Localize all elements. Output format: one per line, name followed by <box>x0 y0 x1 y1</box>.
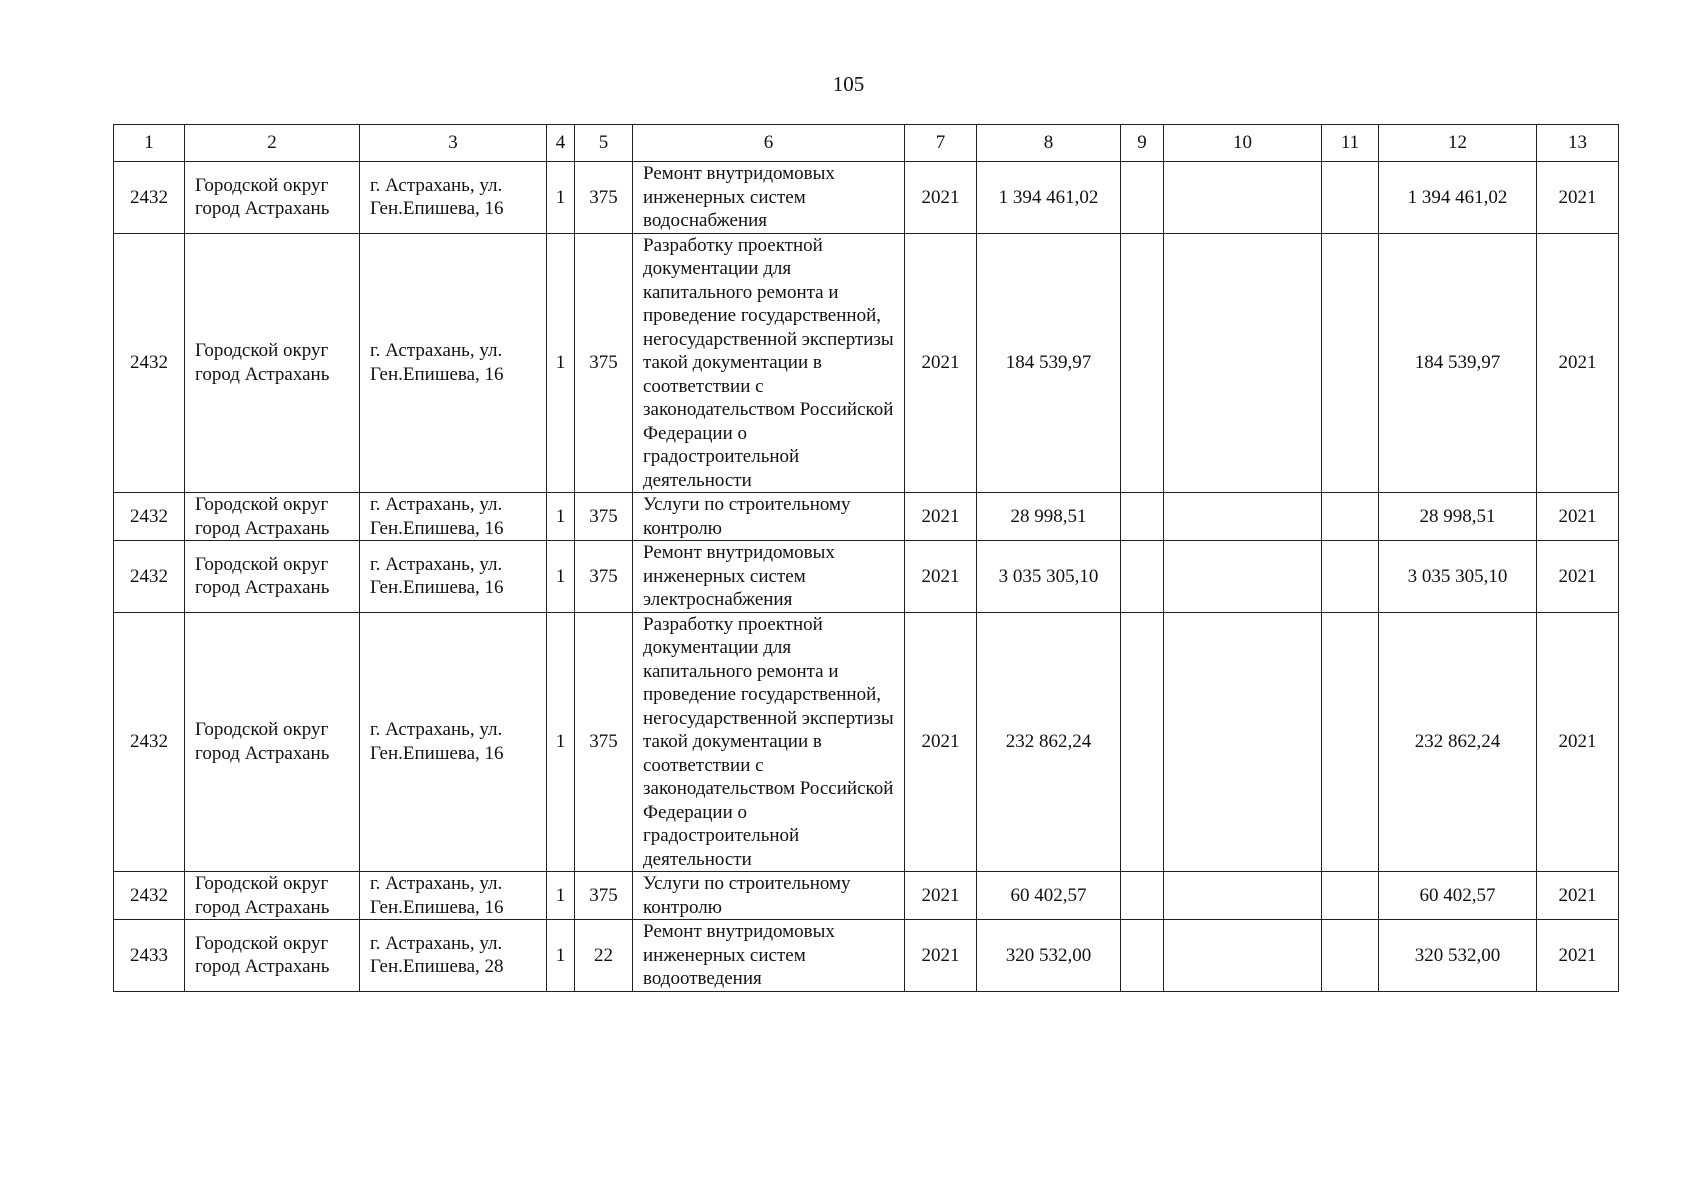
cell-work-type: Услуги по строительному контролю <box>633 872 905 920</box>
cell-col-4: 1 <box>547 872 575 920</box>
cell-col-10 <box>1164 162 1322 234</box>
cell-col-10 <box>1164 612 1322 872</box>
cell-address: г. Астрахань, ул. Ген.Епишева, 16 <box>360 872 547 920</box>
cell-year-end: 2021 <box>1537 162 1619 234</box>
column-header: 7 <box>905 125 977 162</box>
column-header: 9 <box>1121 125 1164 162</box>
cell-total-cost: 28 998,51 <box>977 493 1121 541</box>
cell-year: 2021 <box>905 493 977 541</box>
cell-work-type: Ремонт внутридомовых инженерных систем водоотведения <box>633 920 905 992</box>
cell-amount: 28 998,51 <box>1379 493 1537 541</box>
cell-col-9 <box>1121 920 1164 992</box>
cell-amount: 232 862,24 <box>1379 612 1537 872</box>
cell-col-5: 375 <box>575 493 633 541</box>
cell-total-cost: 184 539,97 <box>977 233 1121 493</box>
column-header: 2 <box>185 125 360 162</box>
cell-col-5: 375 <box>575 233 633 493</box>
cell-col-11 <box>1322 612 1379 872</box>
cell-year-end: 2021 <box>1537 541 1619 613</box>
column-header: 12 <box>1379 125 1537 162</box>
column-header: 1 <box>114 125 185 162</box>
cell-year: 2021 <box>905 920 977 992</box>
cell-work-type: Разработку проектной документации для капитального ремонта и проведение государственной, негосударственной экспертизы такой документации в соответствии с законодательством Российской Федерации о градостроительной деятельности <box>633 233 905 493</box>
table-row <box>114 920 1619 992</box>
cell-municipality: Городской округ город Астрахань <box>185 162 360 234</box>
cell-record-number: 2433 <box>114 920 185 992</box>
cell-record-number: 2432 <box>114 162 185 234</box>
cell-amount: 60 402,57 <box>1379 872 1537 920</box>
cell-col-5: 375 <box>575 872 633 920</box>
cell-col-4: 1 <box>547 612 575 872</box>
column-header: 10 <box>1164 125 1322 162</box>
cell-year-end: 2021 <box>1537 872 1619 920</box>
cell-address: г. Астрахань, ул. Ген.Епишева, 16 <box>360 541 547 613</box>
cell-col-9 <box>1121 541 1164 613</box>
table-body <box>114 162 1619 992</box>
cell-col-9 <box>1121 493 1164 541</box>
table-row <box>114 612 1619 872</box>
column-header: 13 <box>1537 125 1619 162</box>
cell-municipality: Городской округ город Астрахань <box>185 920 360 992</box>
cell-amount: 184 539,97 <box>1379 233 1537 493</box>
cell-address: г. Астрахань, ул. Ген.Епишева, 16 <box>360 233 547 493</box>
cell-record-number: 2432 <box>114 233 185 493</box>
cell-col-9 <box>1121 233 1164 493</box>
cell-address: г. Астрахань, ул. Ген.Епишева, 16 <box>360 612 547 872</box>
cell-year-end: 2021 <box>1537 612 1619 872</box>
registry-table <box>113 124 1619 992</box>
cell-year: 2021 <box>905 233 977 493</box>
column-header: 11 <box>1322 125 1379 162</box>
cell-year: 2021 <box>905 541 977 613</box>
cell-col-9 <box>1121 612 1164 872</box>
cell-work-type: Ремонт внутридомовых инженерных систем водоснабжения <box>633 162 905 234</box>
cell-col-11 <box>1322 920 1379 992</box>
table-row <box>114 541 1619 613</box>
cell-amount: 3 035 305,10 <box>1379 541 1537 613</box>
cell-year: 2021 <box>905 162 977 234</box>
cell-col-9 <box>1121 162 1164 234</box>
cell-year: 2021 <box>905 612 977 872</box>
cell-col-11 <box>1322 541 1379 613</box>
cell-year-end: 2021 <box>1537 920 1619 992</box>
table-row <box>114 233 1619 493</box>
cell-municipality: Городской округ город Астрахань <box>185 612 360 872</box>
header-row <box>114 125 1619 162</box>
cell-col-5: 375 <box>575 541 633 613</box>
cell-col-4: 1 <box>547 162 575 234</box>
cell-record-number: 2432 <box>114 541 185 613</box>
table-row <box>114 162 1619 234</box>
table-row <box>114 493 1619 541</box>
cell-col-11 <box>1322 233 1379 493</box>
cell-col-5: 375 <box>575 162 633 234</box>
column-header: 6 <box>633 125 905 162</box>
column-header: 4 <box>547 125 575 162</box>
cell-col-11 <box>1322 493 1379 541</box>
cell-total-cost: 320 532,00 <box>977 920 1121 992</box>
cell-record-number: 2432 <box>114 872 185 920</box>
cell-col-4: 1 <box>547 920 575 992</box>
cell-address: г. Астрахань, ул. Ген.Епишева, 28 <box>360 920 547 992</box>
cell-total-cost: 232 862,24 <box>977 612 1121 872</box>
cell-total-cost: 60 402,57 <box>977 872 1121 920</box>
cell-col-11 <box>1322 162 1379 234</box>
cell-year-end: 2021 <box>1537 233 1619 493</box>
cell-col-4: 1 <box>547 233 575 493</box>
cell-year-end: 2021 <box>1537 493 1619 541</box>
cell-record-number: 2432 <box>114 612 185 872</box>
cell-municipality: Городской округ город Астрахань <box>185 493 360 541</box>
cell-record-number: 2432 <box>114 493 185 541</box>
cell-amount: 1 394 461,02 <box>1379 162 1537 234</box>
cell-total-cost: 3 035 305,10 <box>977 541 1121 613</box>
cell-col-11 <box>1322 872 1379 920</box>
cell-work-type: Услуги по строительному контролю <box>633 493 905 541</box>
cell-total-cost: 1 394 461,02 <box>977 162 1121 234</box>
cell-municipality: Городской округ город Астрахань <box>185 872 360 920</box>
cell-col-10 <box>1164 872 1322 920</box>
cell-amount: 320 532,00 <box>1379 920 1537 992</box>
column-header: 5 <box>575 125 633 162</box>
cell-address: г. Астрахань, ул. Ген.Епишева, 16 <box>360 493 547 541</box>
cell-col-10 <box>1164 920 1322 992</box>
table-header <box>114 125 1619 162</box>
cell-col-5: 22 <box>575 920 633 992</box>
column-header: 8 <box>977 125 1121 162</box>
cell-work-type: Ремонт внутридомовых инженерных систем электроснабжения <box>633 541 905 613</box>
cell-municipality: Городской округ город Астрахань <box>185 541 360 613</box>
cell-work-type: Разработку проектной документации для капитального ремонта и проведение государственной, негосударственной экспертизы такой документации в соответствии с законодательством Российской Федерации о градостроительной деятельности <box>633 612 905 872</box>
table-row <box>114 872 1619 920</box>
cell-col-5: 375 <box>575 612 633 872</box>
cell-col-10 <box>1164 493 1322 541</box>
cell-col-4: 1 <box>547 493 575 541</box>
column-header: 3 <box>360 125 547 162</box>
cell-address: г. Астрахань, ул. Ген.Епишева, 16 <box>360 162 547 234</box>
cell-municipality: Городской округ город Астрахань <box>185 233 360 493</box>
cell-col-9 <box>1121 872 1164 920</box>
cell-year: 2021 <box>905 872 977 920</box>
cell-col-10 <box>1164 541 1322 613</box>
cell-col-4: 1 <box>547 541 575 613</box>
cell-col-10 <box>1164 233 1322 493</box>
page-number: 105 <box>832 72 865 96</box>
